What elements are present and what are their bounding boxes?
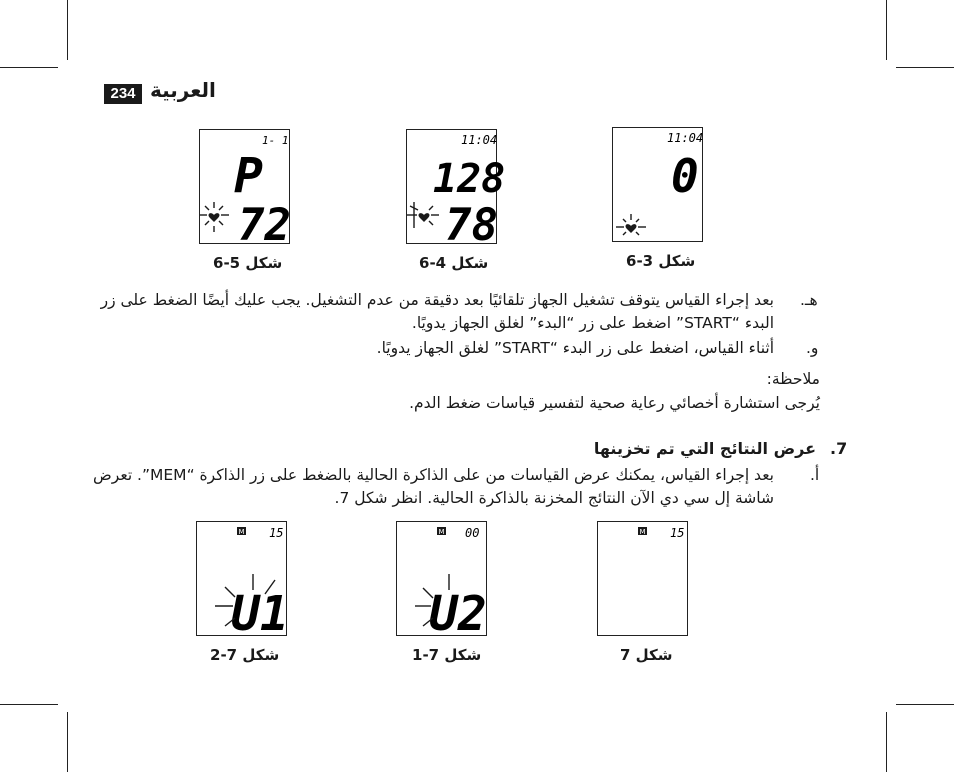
crop-mark [0, 67, 58, 68]
heart-blink-icon [616, 214, 646, 235]
section-number: 7. [830, 439, 848, 458]
lcd-figure-7-1 [396, 521, 487, 642]
lcd-memory-number: 15 [670, 526, 685, 540]
list-marker: و. [806, 339, 819, 357]
heart-blink-icon [200, 202, 229, 232]
lcd-pulse-value: 72 [238, 200, 291, 251]
section-heading: عرض النتائج التي تم تخزينها [593, 439, 816, 458]
crop-mark [67, 712, 68, 772]
figure-caption: شكل 5-6 [213, 254, 283, 272]
list-marker: أ. [810, 466, 820, 484]
lcd-time: 11:04 [667, 131, 704, 145]
notes-text: يُرجى استشارة أخصائي رعاية صحية لتفسير قياسات ضغط الدم. [409, 394, 820, 412]
lcd-user-display: U1 [231, 586, 289, 642]
lcd-figure-7-2 [196, 521, 289, 642]
list-marker: هـ. [800, 291, 818, 309]
crop-mark [886, 712, 887, 772]
figure-caption: شكل 7 [620, 646, 673, 664]
lcd-user-display: U2 [429, 586, 487, 642]
lcd-memory-number: 00 [465, 526, 480, 540]
crop-mark [67, 0, 68, 60]
memory-icon-label: M [438, 528, 445, 536]
lcd-memory-number: 15 [269, 526, 284, 540]
crop-mark [886, 0, 887, 60]
lcd-figure-7 [597, 521, 688, 636]
figure-caption: شكل 4-6 [419, 254, 489, 272]
memory-icon-label: M [639, 528, 646, 536]
lcd-figure-5-6 [199, 129, 291, 251]
paragraph-line: بعد إجراء القياس يتوقف تشغيل الجهاز تلقائيًا بعد دقيقة من عدم التشغيل. يجب عليك أيضًا الضغط على زر [100, 291, 774, 309]
lcd-systolic-value: 128 [433, 156, 506, 202]
lcd-figure-4-6 [406, 129, 506, 251]
crop-mark [896, 704, 954, 705]
figure-caption: شكل 3-6 [626, 252, 696, 270]
lcd-time: 11:04 [461, 133, 498, 147]
paragraph-line: شاشة إل سي دي الآن النتائج المخزنة بالذاكرة الحالية. انظر شكل 7. [334, 489, 774, 507]
paragraph-line: بعد إجراء القياس، يمكنك عرض القياسات من على الذاكرة الحالية بالضغط على زر الذاكرة “MEM”. تعرض [93, 466, 774, 484]
page-number: 234 [104, 84, 142, 104]
lcd-pressure-value: 0 [671, 149, 699, 203]
lcd-diastolic-value: 78 [445, 200, 498, 251]
section-title: العربية [150, 78, 216, 102]
heart-blink-icon [407, 202, 439, 228]
paragraph-line: أثناء القياس، اضغط على زر البدء “START” لغلق الجهاز يدويًا. [376, 339, 774, 357]
crop-mark [896, 67, 954, 68]
paragraph-line: البدء “START” اضغط على زر “البدء” لغلق الجهاز يدويًا. [411, 314, 774, 332]
lcd-time: 1- 1 [262, 134, 289, 147]
lcd-letter: P [234, 148, 263, 204]
notes-label: ملاحظة: [766, 370, 820, 388]
figure-caption: شكل 7-1 [412, 646, 482, 664]
memory-icon-label: M [238, 528, 245, 536]
figure-caption: شكل 7-2 [210, 646, 280, 664]
crop-mark [0, 704, 58, 705]
lcd-figure-3-6 [612, 127, 703, 242]
